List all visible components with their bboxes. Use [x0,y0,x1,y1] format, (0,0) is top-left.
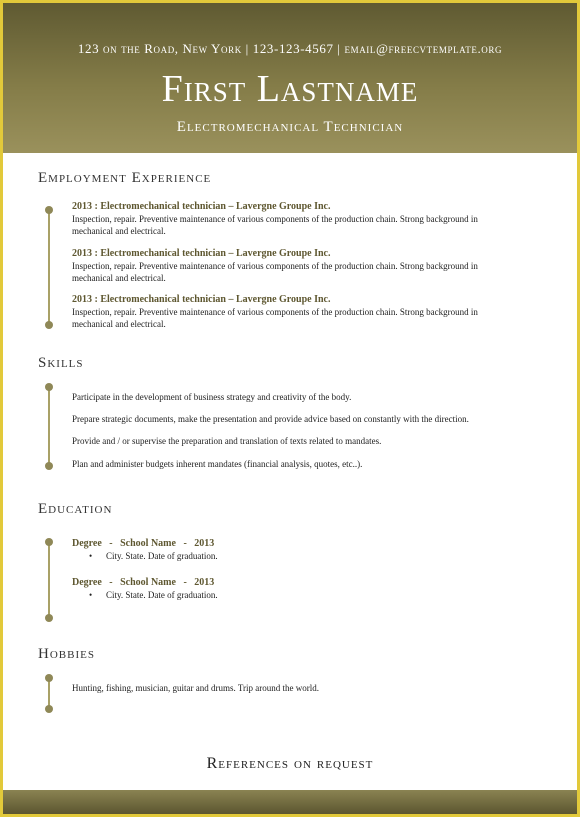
experience-description: mechanical and electrical. [72,226,166,236]
resume-page [3,3,577,814]
hobbies-text: Hunting, fishing, musician, guitar and drums. Trip around the world. [72,683,319,693]
skill-item: Participate in the development of business strategy and creativity of the body. [72,392,352,402]
timeline-dot [45,538,53,546]
experience-timeline [45,206,53,329]
experience-heading: 2013 : Electromechanical technician – Lavergne Groupe Inc. [72,248,331,259]
timeline-dot [45,383,53,391]
section-title-education: Education [38,501,113,517]
timeline-dot [45,206,53,214]
bullet-point: • [89,551,93,561]
contact-line: 123 on the Road, New York | 123-123-4567 | email@freecvtemplate.org [77,41,503,56]
timeline-dot [45,614,53,622]
references-note: References on request [206,755,374,772]
footer-banner [3,790,577,814]
skills-timeline [45,383,53,470]
timeline-dot [45,462,53,470]
education-entry [72,576,522,601]
timeline-dot [45,705,53,713]
experience-description: Inspection, repair. Preventive maintenance of various components of the production chain. Strong background in [72,261,478,271]
experience-description: mechanical and electrical. [72,273,166,283]
skill-item: Provide and / or supervise the preparation and translation of texts related to mandates. [72,436,382,446]
candidate-name: First Lastname [161,68,419,110]
experience-entry [72,248,522,284]
education-detail: City. State. Date of graduation. [106,590,218,600]
job-title: Electromechanical Technician [176,119,404,135]
experience-entry [72,294,522,330]
section-title-skills: Skills [38,355,84,371]
education-detail: City. State. Date of graduation. [106,551,218,561]
education-heading: Degree - School Name - 2013 [72,577,215,588]
section-title-experience: Employment Experience [38,170,212,186]
section-title-hobbies: Hobbies [38,646,95,662]
education-timeline [45,538,53,622]
timeline-line [48,542,50,618]
timeline-line [48,387,50,466]
skill-item: Prepare strategic documents, make the presentation and provide advice based on constantly with the direction. [72,414,469,424]
hobbies-timeline [45,674,53,713]
experience-description: Inspection, repair. Preventive maintenance of various components of the production chain. Strong background in [72,307,478,317]
experience-description: Inspection, repair. Preventive maintenance of various components of the production chain. Strong background in [72,214,478,224]
timeline-dot [45,321,53,329]
experience-entry [72,201,522,237]
timeline-line [48,210,50,325]
header-banner [3,3,577,153]
education-heading: Degree - School Name - 2013 [72,538,215,549]
skill-item: Plan and administer budgets inherent mandates (financial analysis, quotes, etc..). [72,459,363,469]
experience-description: mechanical and electrical. [72,319,166,329]
experience-heading: 2013 : Electromechanical technician – Lavergne Groupe Inc. [72,294,331,305]
timeline-dot [45,674,53,682]
experience-heading: 2013 : Electromechanical technician – Lavergne Groupe Inc. [72,201,331,212]
bullet-point: • [89,590,93,600]
education-entry [72,537,522,562]
